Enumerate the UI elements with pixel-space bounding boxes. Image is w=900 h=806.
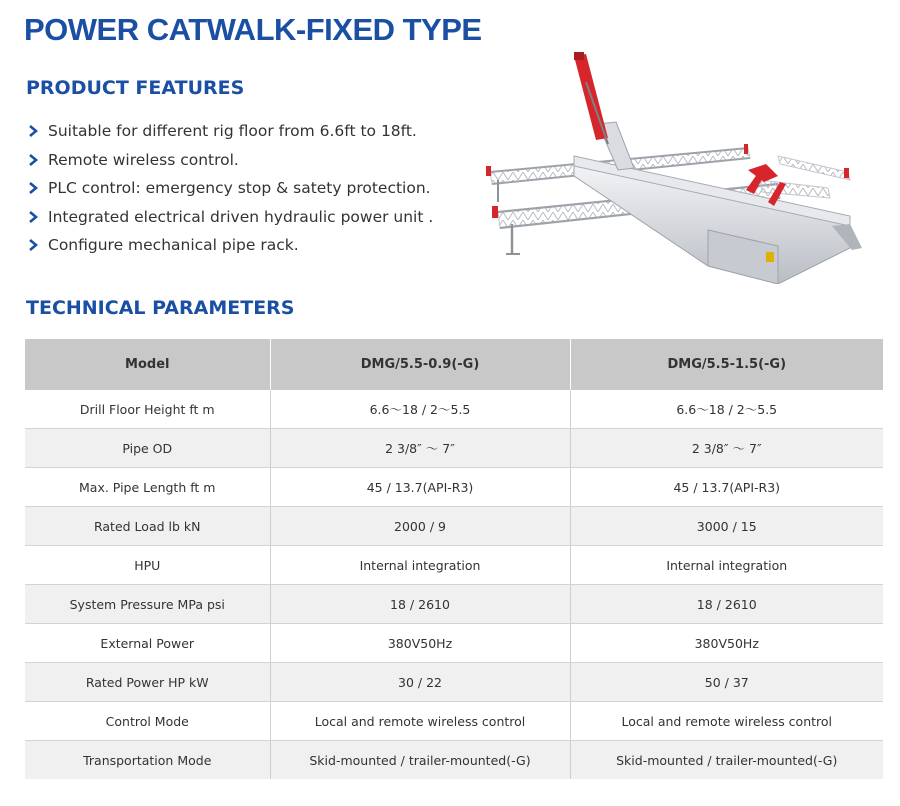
table-row [25,741,883,780]
cell-value: 380V50Hz [570,624,883,663]
cell-value: Internal integration [270,546,570,585]
table-row [25,624,883,663]
table-row [25,390,883,429]
feature-item [28,203,433,232]
page-title: POWER CATWALK-FIXED TYPE [24,12,482,47]
column-header-model-1: DMG/5.5-0.9(-G) [270,339,570,390]
chevron-right-icon [28,154,40,166]
feature-text: Suitable for different rig floor from 6.6ft to 18ft. [48,122,417,140]
cell-value: 2000 / 9 [270,507,570,546]
feature-text: Configure mechanical pipe rack. [48,236,299,254]
cell-value: 6.6～18 / 2～5.5 [570,390,883,429]
feature-text: PLC control: emergency stop & satety protection. [48,179,431,197]
chevron-right-icon [28,125,40,137]
table-row [25,702,883,741]
technical-parameters-table [25,339,883,779]
feature-text: Integrated electrical driven hydraulic power unit . [48,207,434,226]
chevron-right-icon [28,182,40,194]
cell-value: 380V50Hz [270,624,570,663]
row-label: Drill Floor Height ft m [25,390,270,429]
cell-value: 18 / 2610 [270,585,570,624]
cell-value: 45 / 13.7(API-R3) [570,468,883,507]
table-row [25,585,883,624]
row-label: Max. Pipe Length ft m [25,468,270,507]
cell-value: 2 3/8″ ～ 7″ [570,429,883,468]
catwalk-machine-image [478,52,862,284]
row-label: HPU [25,546,270,585]
row-label: Control Mode [25,702,270,741]
cell-value: Internal integration [570,546,883,585]
features-list [28,117,433,260]
feature-item [28,174,433,203]
column-header-model-2: DMG/5.5-1.5(-G) [570,339,883,390]
table-row [25,546,883,585]
feature-text: Remote wireless control. [48,150,239,169]
cell-value: 18 / 2610 [570,585,883,624]
row-label: Rated Power HP kW [25,663,270,702]
row-label: Pipe OD [25,429,270,468]
cell-value: 6.6～18 / 2～5.5 [270,390,570,429]
chevron-right-icon [28,239,40,251]
table-row [25,468,883,507]
row-label: Transportation Mode [25,741,270,780]
feature-item [28,117,433,146]
row-label: External Power [25,624,270,663]
catwalk-body [574,156,862,284]
table-header-row [25,339,883,390]
table-row [25,507,883,546]
features-heading: PRODUCT FEATURES [26,77,245,99]
lifting-arm [574,52,634,170]
cell-value: 3000 / 15 [570,507,883,546]
row-label: Rated Load lb kN [25,507,270,546]
params-heading: TECHNICAL PARAMETERS [26,297,295,319]
row-label: System Pressure MPa psi [25,585,270,624]
table-row [25,663,883,702]
cell-value: 2 3/8″ ～ 7″ [270,429,570,468]
cell-value: Skid-mounted / trailer-mounted(-G) [270,741,570,780]
cell-value: 45 / 13.7(API-R3) [270,468,570,507]
feature-item [28,146,433,175]
feature-item [28,231,433,260]
table-row [25,429,883,468]
cell-value: Local and remote wireless control [570,702,883,741]
column-header-model: Model [25,339,270,390]
chevron-right-icon [28,211,40,223]
cell-value: 30 / 22 [270,663,570,702]
cell-value: 50 / 37 [570,663,883,702]
cell-value: Skid-mounted / trailer-mounted(-G) [570,741,883,780]
cell-value: Local and remote wireless control [270,702,570,741]
